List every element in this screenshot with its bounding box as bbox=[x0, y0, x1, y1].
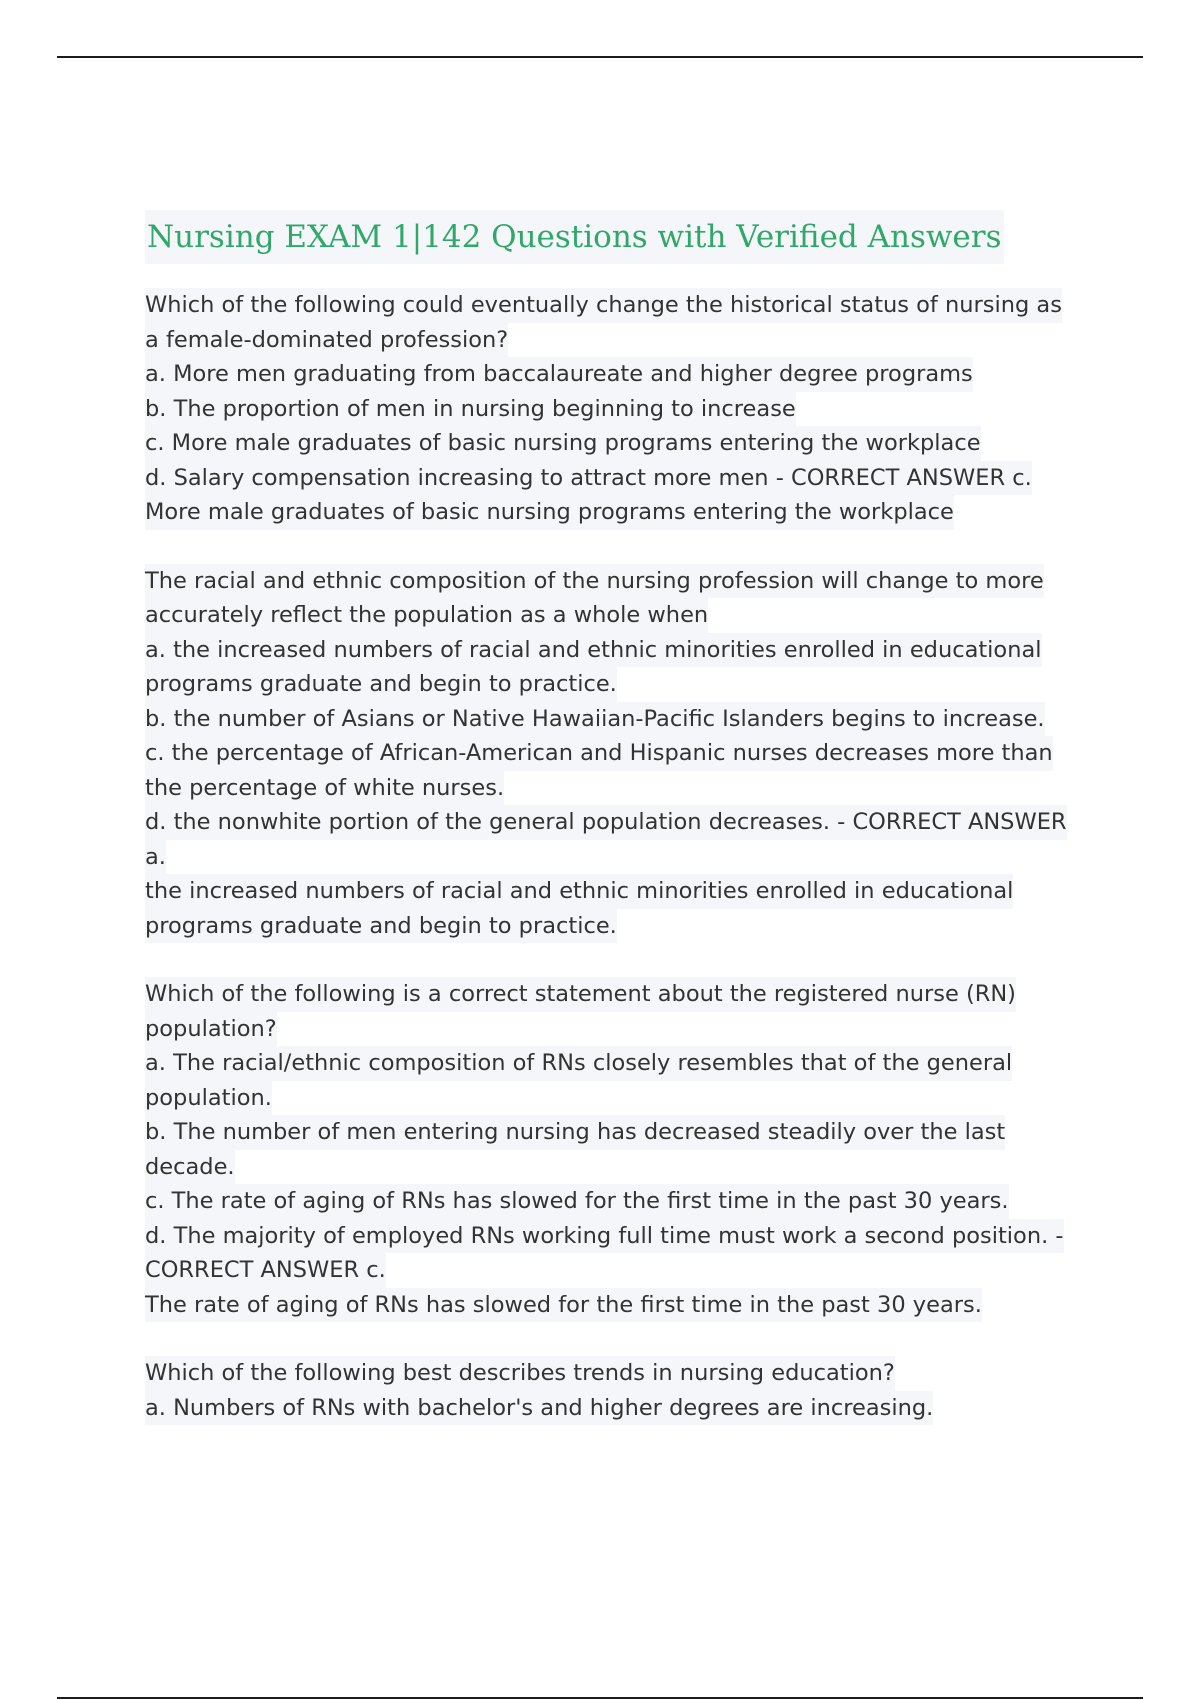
question-line: More male graduates of basic nursing programs entering the workplace bbox=[145, 495, 954, 530]
question-line: b. The proportion of men in nursing beginning to increase bbox=[145, 392, 796, 427]
question-line: a. More men graduating from baccalaureate and higher degree programs bbox=[145, 357, 973, 392]
question-line: Which of the following is a correct statement about the registered nurse (RN) bbox=[145, 977, 1016, 1012]
question-line: the increased numbers of racial and ethnic minorities enrolled in educational bbox=[145, 874, 1013, 909]
question-line: population? bbox=[145, 1012, 277, 1047]
question-block bbox=[145, 288, 1085, 530]
question-line: d. the nonwhite portion of the general population decreases. - CORRECT ANSWER bbox=[145, 805, 1067, 840]
question-line: c. the percentage of African-American and Hispanic nurses decreases more than bbox=[145, 736, 1053, 771]
question-line: b. The number of men entering nursing has decreased steadily over the last bbox=[145, 1115, 1005, 1150]
question-line: programs graduate and begin to practice. bbox=[145, 909, 617, 944]
footer-rule bbox=[57, 1697, 1143, 1699]
question-line: The racial and ethnic composition of the nursing profession will change to more bbox=[145, 564, 1044, 599]
question-line: CORRECT ANSWER c. bbox=[145, 1253, 386, 1288]
question-line: decade. bbox=[145, 1150, 235, 1185]
question-line: a. Numbers of RNs with bachelor's and higher degrees are increasing. bbox=[145, 1391, 933, 1426]
question-line: Which of the following best describes trends in nursing education? bbox=[145, 1356, 895, 1391]
question-line: b. the number of Asians or Native Hawaiian-Pacific Islanders begins to increase. bbox=[145, 702, 1045, 737]
document-title: Nursing EXAM 1|142 Questions with Verified Answers bbox=[145, 210, 1004, 264]
question-line: a. bbox=[145, 840, 166, 875]
question-line: population. bbox=[145, 1081, 272, 1116]
question-line: The rate of aging of RNs has slowed for the first time in the past 30 years. bbox=[145, 1288, 982, 1323]
question-line: d. The majority of employed RNs working full time must work a second position. - bbox=[145, 1219, 1064, 1254]
question-line: accurately reflect the population as a whole when bbox=[145, 598, 708, 633]
question-line: a. The racial/ethnic composition of RNs closely resembles that of the general bbox=[145, 1046, 1012, 1081]
question-line: d. Salary compensation increasing to attract more men - CORRECT ANSWER c. bbox=[145, 461, 1032, 496]
question-block bbox=[145, 977, 1085, 1322]
question-line: programs graduate and begin to practice. bbox=[145, 667, 617, 702]
question-line: the percentage of white nurses. bbox=[145, 771, 504, 806]
question-line: c. More male graduates of basic nursing programs entering the workplace bbox=[145, 426, 981, 461]
question-line: a female-dominated profession? bbox=[145, 323, 508, 358]
question-block bbox=[145, 1356, 1085, 1425]
question-line: a. the increased numbers of racial and ethnic minorities enrolled in educational bbox=[145, 633, 1042, 668]
question-line: c. The rate of aging of RNs has slowed for the first time in the past 30 years. bbox=[145, 1184, 1009, 1219]
question-line: Which of the following could eventually change the historical status of nursing as bbox=[145, 288, 1062, 323]
header-rule bbox=[57, 56, 1143, 58]
document-body bbox=[145, 210, 1085, 1425]
question-list bbox=[145, 288, 1085, 1425]
question-block bbox=[145, 564, 1085, 944]
